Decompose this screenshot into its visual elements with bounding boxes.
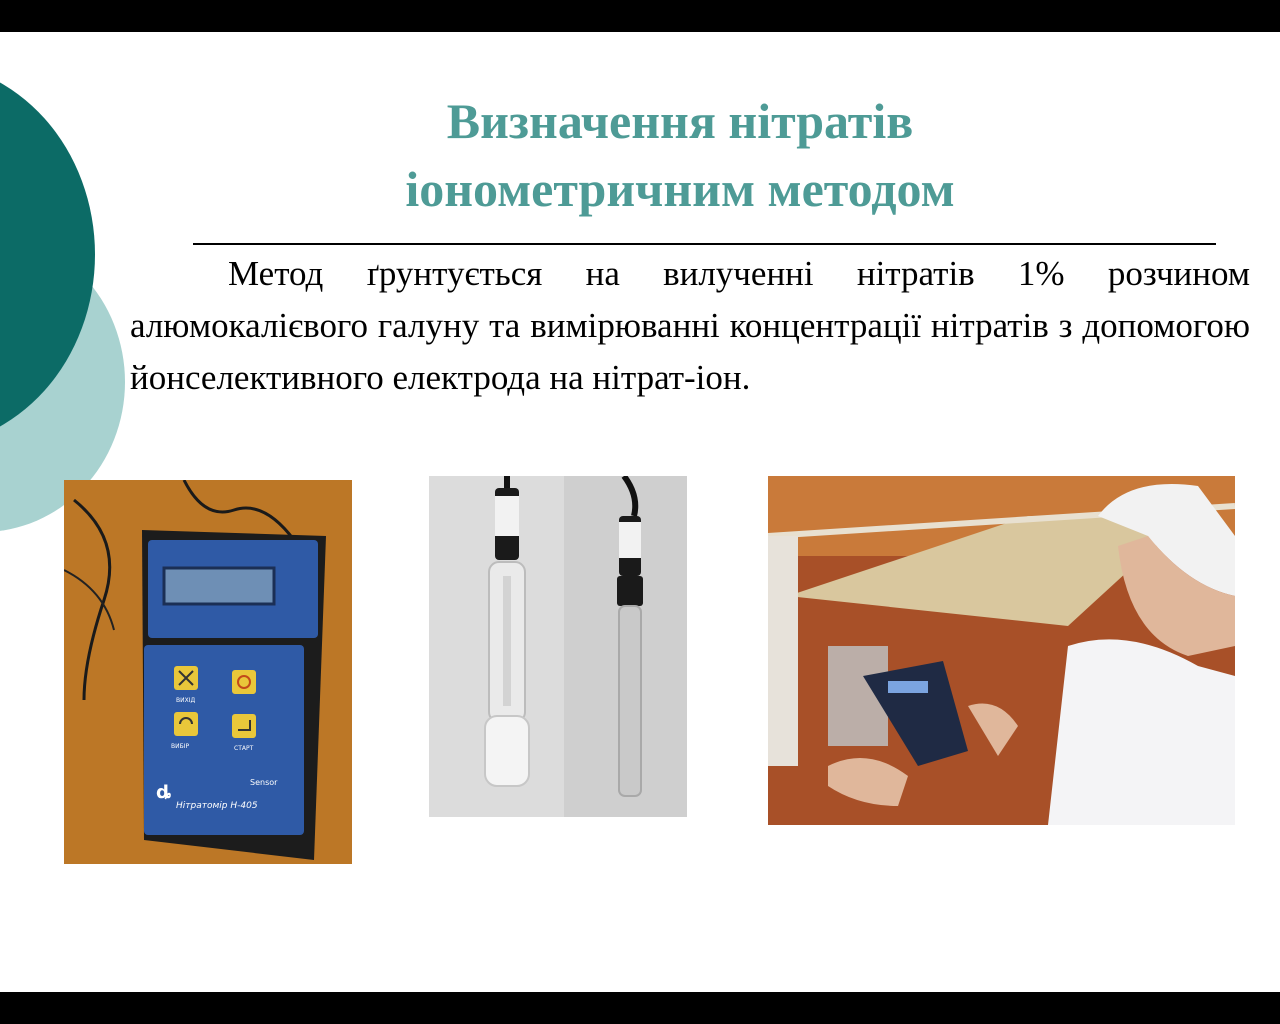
- select-label: ВИБІР: [171, 743, 190, 750]
- slide-title: [320, 87, 1040, 223]
- photo-nitrate-meter: [64, 480, 352, 864]
- photo-technician: [768, 476, 1235, 825]
- exit-label: ВИХІД: [176, 697, 196, 704]
- brand-label: Sensor: [250, 778, 278, 787]
- start-label: СТАРТ: [234, 745, 254, 752]
- model-label: Нітратомір Н-405: [176, 801, 258, 811]
- title-line-2: іонометричним методом: [405, 161, 955, 217]
- photo-electrodes: [429, 476, 687, 817]
- title-divider: [193, 243, 1216, 245]
- slide: [0, 32, 1280, 992]
- body-paragraph: Метод ґрунтується на вилученні нітратів 1% розчином алюмокалієвого галуну та вимірюванні концентрації нітратів з допомогою йонселективного електрода на нітрат-іон.: [130, 254, 1250, 397]
- logo-mark: ȡ: [156, 782, 172, 803]
- title-line-1: Визначення нітратів: [446, 93, 914, 149]
